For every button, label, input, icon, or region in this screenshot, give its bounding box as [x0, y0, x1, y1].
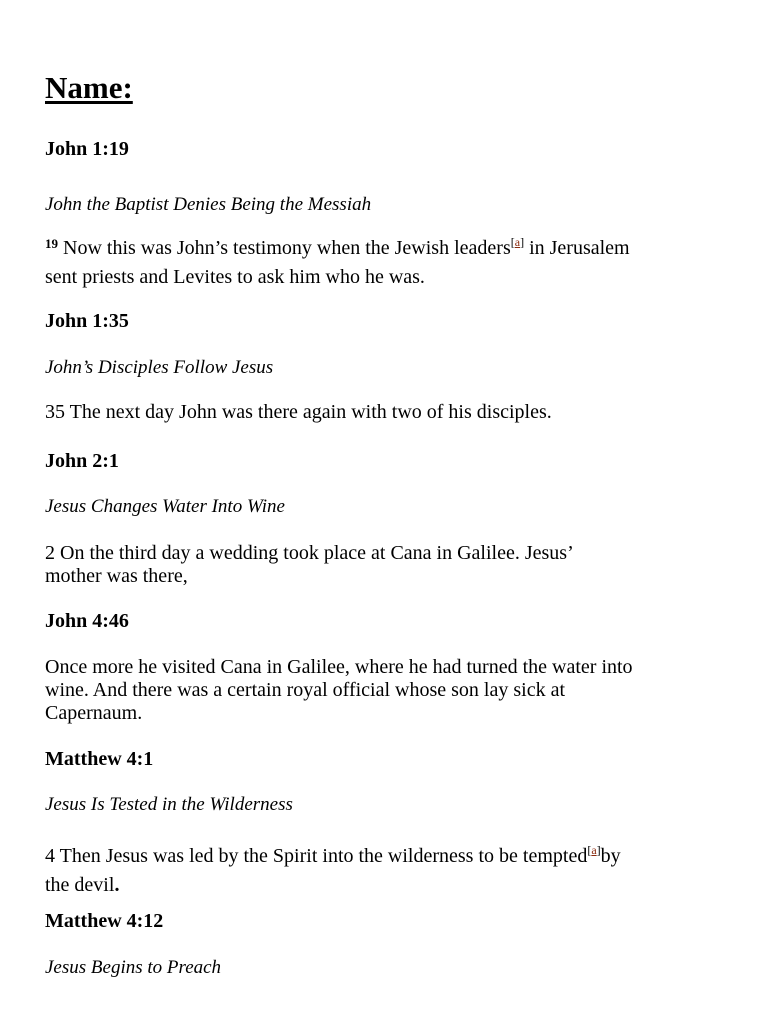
section-heading: Jesus Begins to Preach	[45, 957, 222, 978]
verse-text	[45, 836, 735, 900]
verse-number: 19	[45, 236, 58, 251]
verse-text-line: Capernaum.	[45, 702, 143, 724]
verse-text	[45, 228, 735, 292]
scripture-reference: Matthew 4:12	[45, 910, 164, 932]
verse-text-line: mother was there,	[45, 565, 188, 587]
verse-text-line: Once more he visited Cana in Galilee, where he had turned the water into	[45, 656, 633, 678]
section-heading: Jesus Is Tested in the Wilderness	[45, 794, 293, 815]
section-heading: John’s Disciples Follow Jesus	[45, 357, 274, 378]
verse-text-part: in Jerusalem	[524, 237, 630, 259]
verse-text-line: 2 On the third day a wedding took place at Cana in Galilee. Jesus’	[45, 542, 574, 564]
verse-text: 35 The next day John was there again with two of his disciples.	[45, 401, 552, 423]
verse-text	[45, 542, 735, 588]
scripture-reference: John 1:19	[45, 138, 129, 160]
scripture-reference: Matthew 4:1	[45, 748, 154, 770]
scripture-reference: John 4:46	[45, 610, 129, 632]
verse-text	[45, 656, 735, 725]
page-title: Name:	[45, 70, 133, 105]
verse-text-part: 4 Then Jesus was led by the Spirit into the wilderness to be tempted	[45, 845, 588, 867]
verse-text-line: sent priests and Levites to ask him who he was.	[45, 266, 425, 288]
footnote-link[interactable]: [a]	[587, 843, 601, 857]
verse-text-line: wine. And there was a certain royal official whose son lay sick at	[45, 679, 566, 701]
verse-end-punctuation: .	[114, 874, 120, 896]
scripture-reference: John 1:35	[45, 310, 129, 332]
footnote-link[interactable]: [a]	[510, 235, 525, 249]
section-heading: Jesus Changes Water Into Wine	[45, 496, 285, 517]
verse-text-line: the devil	[45, 874, 115, 896]
verse-text-part: Now this was John’s testimony when the Jewish leaders	[63, 237, 511, 259]
scripture-reference: John 2:1	[45, 450, 119, 472]
section-heading: John the Baptist Denies Being the Messiah	[45, 194, 372, 215]
verse-text-part: by	[600, 845, 621, 867]
